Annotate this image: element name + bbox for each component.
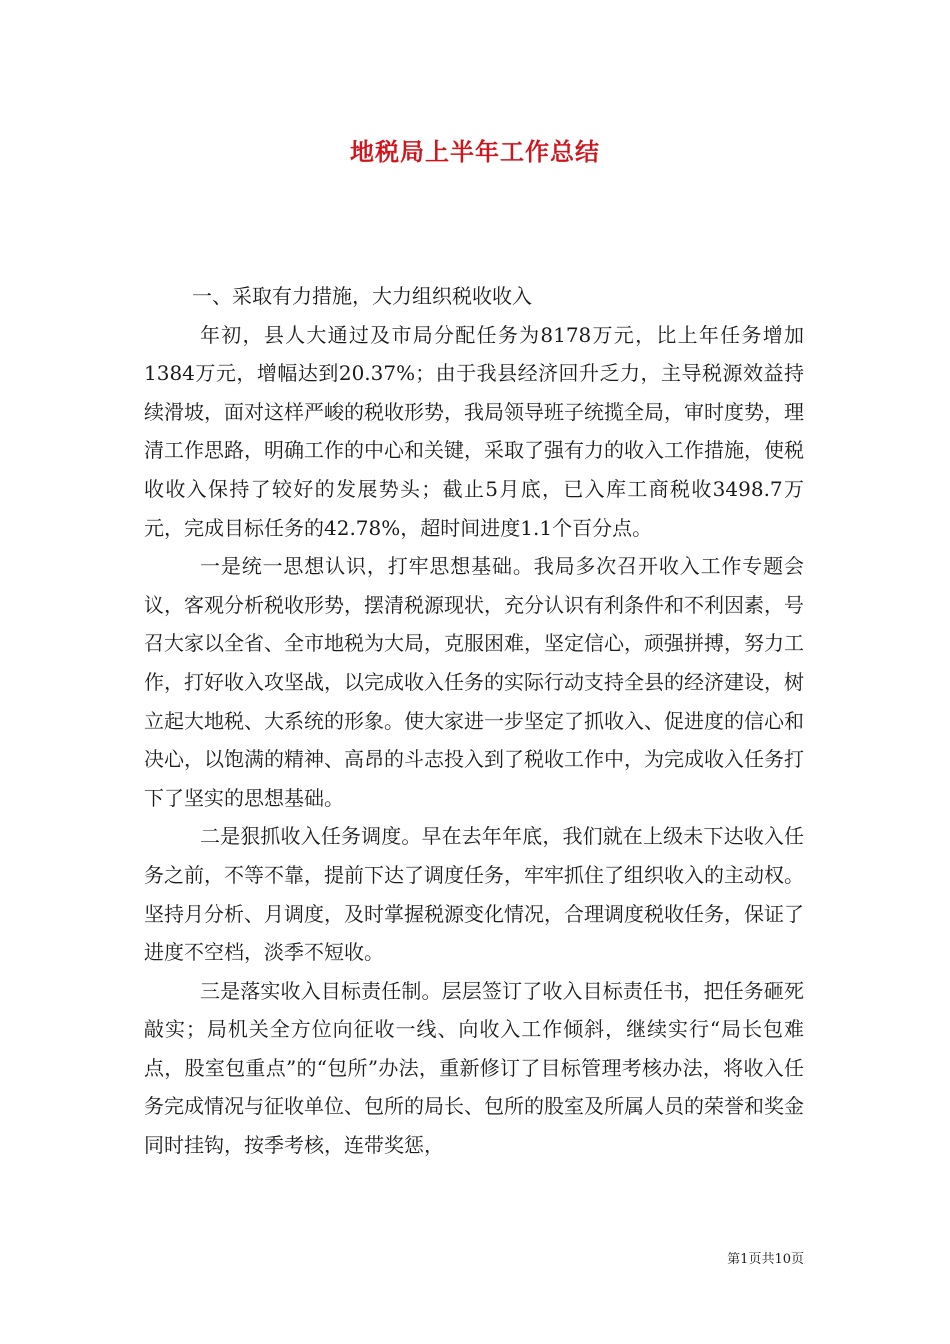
document-body xyxy=(144,277,804,1165)
page-number: 第1页共10页 xyxy=(727,1252,804,1267)
paragraph-2: 一是统一思想认识，打牢思想基础。我局多次召开收入工作专题会议，客观分析税收形势，摆清税源现状，充分认识有利条件和不利因素，号召大家以全省、全市地税为大局，克服困难，坚定信心，顽强拼搏，努力工作，打好收入攻坚战，以完成收入任务的实际行动支持全县的经济建设，树立起大地税、大系统的形象。使大家进一步坚定了抓收入、促进度的信心和决心，以饱满的精神、高昂的斗志投入到了税收工作中，为完成收入任务打下了坚实的思想基础。 xyxy=(144,554,804,810)
section-heading: 一、采取有力措施，大力组织税收收入 xyxy=(192,284,532,308)
paragraph-3: 二是狠抓收入任务调度。早在去年年底，我们就在上级未下达收入任务之前，不等不靠，提前下达了调度任务，牢牢抓住了组织收入的主动权。坚持月分析、月调度，及时掌握税源变化情况，合理调度税收任务，保证了进度不空档，淡季不短收。 xyxy=(144,824,804,965)
document-title: 地税局上半年工作总结 xyxy=(350,137,600,166)
paragraph-4: 三是落实收入目标责任制。层层签订了收入目标责任书，把任务砸死敲实；局机关全方位向征收一线、向收入工作倾斜，继续实行“局长包难点，股室包重点”的“包所”办法，重新修订了目标管理考核办法，将收入任务完成情况与征收单位、包所的局长、包所的股室及所属人员的荣誉和奖金同时挂钩，按季考核，连带奖惩， xyxy=(144,978,804,1158)
paragraph-1: 年初，县人大通过及市局分配任务为8178万元，比上年任务增加1384万元，增幅达到20.37%；由于我县经济回升乏力，主导税源效益持续滑坡，面对这样严峻的税收形势，我局领导班子统揽全局，审时度势，理清工作思路，明确工作的中心和关键，采取了强有力的收入工作措施，使税收收入保持了较好的发展势头；截止5月底，已入库工商税收3498.7万元，完成目标任务的42.78%，超时间进度1.1个百分点。 xyxy=(144,322,804,540)
